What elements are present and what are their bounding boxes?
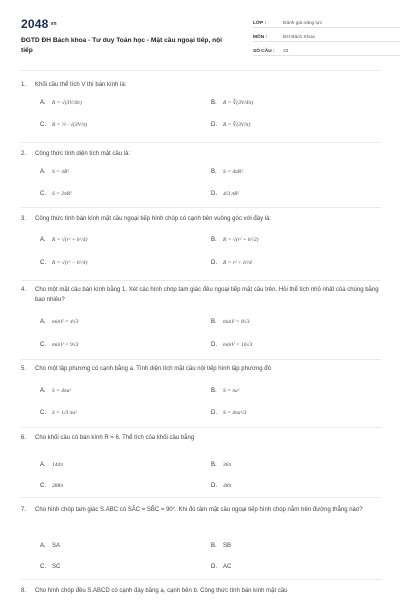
question-text: Cho một mặt cầu bán kính bằng 1. Xét các hình chóp tam giác đều ngoại tiếp mặt cầu trên. Hỏi thể tích nhỏ nhất của chúng bằng bao nhiêu? — [35, 287, 379, 303]
divider — [21, 280, 381, 281]
site-logo[interactable] — [21, 16, 57, 32]
divider — [21, 70, 381, 71]
option-text: 4/3 πR² — [223, 191, 240, 197]
option-label: D. — [211, 410, 217, 416]
option-label: C. — [40, 260, 46, 266]
option-text: R = ½ · √(3V/π) — [52, 122, 88, 128]
option-b[interactable] — [211, 387, 239, 395]
option-d[interactable] — [211, 259, 252, 267]
option-b[interactable] — [211, 542, 231, 550]
option-text: R = √(r² − h²/4) — [52, 260, 88, 266]
option-text: 36π — [223, 462, 232, 468]
option-a[interactable] — [40, 236, 87, 244]
divider — [21, 142, 381, 143]
option-d[interactable] — [211, 563, 231, 571]
option-text: SC — [52, 564, 61, 570]
option-label: C. — [40, 191, 46, 197]
option-text: minV = 16√3 — [223, 342, 253, 348]
option-label: C. — [40, 410, 46, 416]
divider — [21, 359, 381, 360]
meta-value: Đánh giá năng lực — [283, 20, 323, 26]
question-text: Khối cầu thể tích V thì bán kính là: — [35, 82, 127, 88]
option-label: D. — [211, 564, 217, 570]
option-d[interactable] — [211, 190, 239, 198]
meta-label: LỚP : — [253, 20, 267, 26]
option-label: D. — [211, 191, 217, 197]
option-b[interactable] — [211, 461, 231, 469]
question-text: Cho một lập phương có cạnh bằng a. Tính diện tích mặt cầu nội tiếp hình lập phương đó — [35, 366, 271, 372]
question-text: Cho hình chóp đều S.ABCD có cạnh đáy bằng a, cạnh bên b. Công thức tính bán kính mặt cầu — [35, 588, 288, 594]
question-text: Cho khối cầu có bán kính R = 6. Thể tích của khối cầu bằng — [35, 435, 195, 441]
option-text: minV = 9√3 — [52, 342, 79, 348]
option-label: A. — [40, 388, 46, 394]
option-label: D. — [211, 122, 217, 128]
option-label: B. — [211, 388, 217, 394]
option-label: B. — [211, 462, 217, 468]
option-text: minV = 8√3 — [223, 319, 250, 325]
option-label: C. — [40, 122, 46, 128]
question-5 — [21, 365, 381, 416]
logo-suffix: vn — [50, 21, 57, 27]
quiz-meta — [253, 16, 400, 56]
meta-label: SỐ CÂU : — [253, 48, 275, 54]
option-c[interactable] — [40, 259, 87, 267]
divider — [21, 497, 381, 498]
option-text: R = √(r² + h²/2) — [223, 237, 259, 243]
option-text: S = 1/3 πa² — [52, 410, 77, 416]
question-number: 5. — [21, 366, 27, 372]
divider — [21, 579, 381, 580]
meta-value: 33 — [283, 48, 289, 54]
question-3 — [21, 215, 381, 266]
option-d[interactable] — [211, 409, 246, 417]
option-label: C. — [40, 564, 46, 570]
option-a[interactable] — [40, 168, 69, 176]
option-label: D. — [211, 342, 217, 348]
option-text: minV = 4√3 — [52, 319, 79, 325]
option-text: S = πR² — [52, 169, 69, 175]
option-c[interactable] — [40, 482, 63, 490]
option-text: R = √(3V/4π) — [52, 100, 82, 106]
option-label: D. — [211, 260, 217, 266]
question-6 — [21, 434, 381, 489]
option-a[interactable] — [40, 461, 63, 469]
option-label: B. — [211, 543, 217, 549]
option-c[interactable] — [40, 409, 77, 417]
option-b[interactable] — [211, 318, 250, 326]
question-number: 2. — [21, 151, 27, 157]
question-number: 3. — [21, 216, 27, 222]
meta-row-class — [253, 16, 400, 28]
question-2 — [21, 150, 381, 197]
option-label: A. — [40, 543, 46, 549]
question-number: 7. — [21, 507, 27, 513]
option-d[interactable] — [211, 341, 252, 349]
option-label: A. — [40, 100, 46, 106]
option-label: B. — [211, 100, 217, 106]
option-label: D. — [211, 483, 217, 489]
logo-text: 2048 — [21, 17, 49, 31]
divider — [21, 427, 381, 428]
option-text: S = 4πa²/3 — [223, 410, 247, 416]
question-number: 8. — [21, 588, 27, 594]
question-7 — [21, 506, 381, 570]
option-text: 288π — [52, 483, 64, 489]
option-a[interactable] — [40, 387, 71, 395]
option-text: S = 2πR² — [52, 191, 72, 197]
option-label: B. — [211, 237, 217, 243]
option-c[interactable] — [40, 563, 60, 571]
option-text: R = r² + h²/4 — [223, 260, 252, 266]
question-text: Công thức tính bán kính mặt cầu ngoại tiếp hình chóp có cạnh bên vuông góc với đáy là: — [35, 216, 272, 222]
divider — [21, 207, 381, 208]
option-text: SA — [52, 543, 61, 549]
question-text: Công thức tính diện tích mặt cầu là: — [35, 151, 131, 157]
question-4 — [21, 286, 381, 348]
option-text: SB — [223, 543, 232, 549]
question-number: 4. — [21, 287, 27, 293]
option-label: C. — [40, 342, 46, 348]
option-label: B. — [211, 319, 217, 325]
option-text: S = πa² — [223, 388, 240, 394]
question-text: Cho hình chóp tam giác S.ABC có SÂC = SB̂C = 90°. Khi đó tâm mặt cầu ngoại tiếp hình chóp nằm trên đường thẳng nào? — [35, 507, 363, 513]
option-text: 48π — [223, 483, 232, 489]
option-a[interactable] — [40, 99, 82, 107]
option-a[interactable] — [40, 542, 60, 550]
option-label: A. — [40, 237, 46, 243]
option-label: A. — [40, 319, 46, 325]
quiz-title: ĐGTD ĐH Bách khoa - Tư duy Toán học - Mặt cầu ngoại tiếp, nội tiếp — [21, 37, 223, 54]
option-d[interactable] — [211, 121, 250, 129]
question-1 — [21, 81, 381, 128]
question-number: 6. — [21, 435, 27, 441]
option-text: R = ∛(3V/4π) — [223, 100, 254, 106]
quiz-header — [21, 12, 381, 62]
option-text: S = 4πR² — [223, 169, 243, 175]
option-label: B. — [211, 169, 217, 175]
meta-value: ĐH Bách Khoa — [283, 34, 315, 40]
option-text: 144π — [52, 462, 64, 468]
option-d[interactable] — [211, 482, 231, 490]
option-c[interactable] — [40, 190, 72, 198]
option-a[interactable] — [40, 318, 79, 326]
option-text: AC — [223, 564, 232, 570]
option-b[interactable] — [211, 99, 253, 107]
option-label: C. — [40, 483, 46, 489]
option-b[interactable] — [211, 236, 258, 244]
question-number: 1. — [21, 82, 27, 88]
option-label: A. — [40, 462, 46, 468]
meta-label: MÔN : — [253, 34, 268, 40]
option-b[interactable] — [211, 168, 243, 176]
option-label: A. — [40, 169, 46, 175]
option-text: R = ∛(3V/π) — [223, 122, 251, 128]
question-8 — [21, 587, 381, 597]
meta-row-subject — [253, 30, 400, 42]
option-text: S = 4πa² — [52, 388, 72, 394]
option-text: R = √(r² + h²/4) — [52, 237, 88, 243]
option-c[interactable] — [40, 121, 87, 129]
option-c[interactable] — [40, 341, 79, 349]
meta-row-count — [253, 44, 400, 56]
